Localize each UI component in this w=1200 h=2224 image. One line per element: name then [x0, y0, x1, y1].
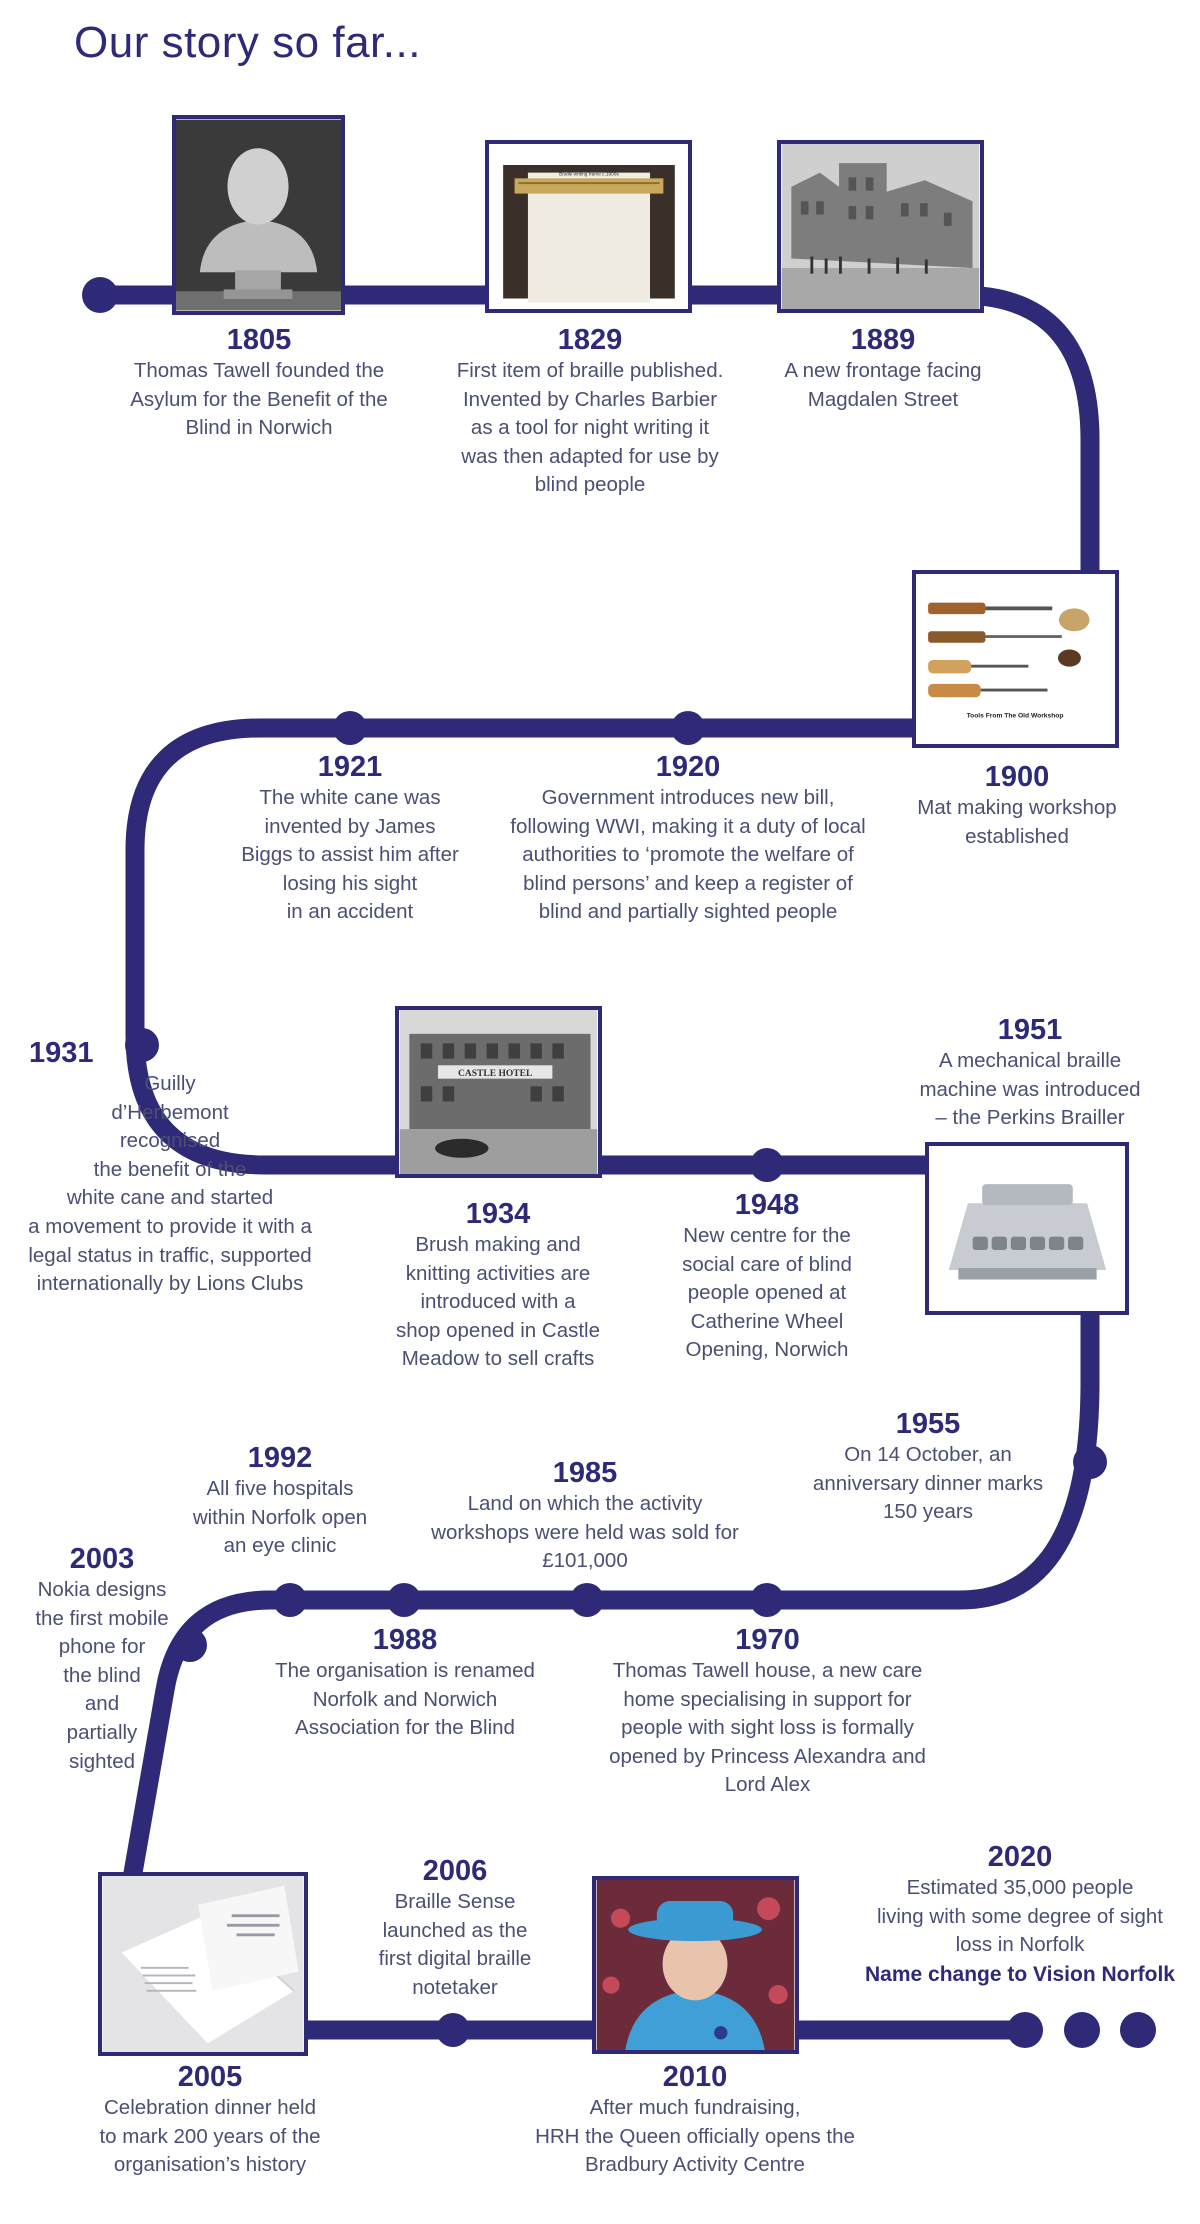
event-description: First item of braille published. Invented by Charles Barbier as a tool for night writing it was then adapted for use by blind people	[456, 359, 724, 497]
event-1921	[200, 750, 500, 927]
building-photo-icon	[781, 144, 980, 309]
photo-1829-braille-slate	[485, 140, 692, 313]
event-description: Thomas Tawell founded the Asylum for the Benefit of the Blind in Norwich	[130, 359, 388, 440]
event-year: 2006	[422, 1855, 488, 1887]
timeline-dot-1988	[387, 1583, 421, 1617]
photo-1934-castle-hotel	[395, 1006, 602, 1178]
event-1920	[488, 750, 888, 927]
event-year: 2003	[69, 1543, 135, 1575]
timeline-dot-1970	[750, 1583, 784, 1617]
event-description: Mat making workshop established	[917, 796, 1117, 848]
page-title: Our story so far...	[74, 18, 421, 67]
event-1955	[778, 1407, 1078, 1527]
timeline-dot-1955	[1073, 1445, 1107, 1479]
event-1988	[240, 1623, 570, 1743]
timeline-dot-1920	[671, 711, 705, 745]
event-2010	[500, 2060, 890, 2180]
event-description: A mechanical braille machine was introduced – the Perkins Brailler	[919, 1049, 1141, 1130]
event-description: Nokia designs the first mobile phone for the blind and partially sighted	[35, 1578, 169, 1773]
event-description: Thomas Tawell house, a new care home specialising in support for people with sight loss is formally opened by Princess Alexandra and Lord Alex	[609, 1659, 926, 1797]
event-year: 1951	[997, 1014, 1063, 1046]
event-year: 1900	[984, 761, 1050, 793]
event-1934	[348, 1197, 648, 1374]
event-year: 2005	[177, 2061, 243, 2093]
event-year: 1955	[895, 1408, 961, 1440]
tools-caption: Tools From The Old Workshop	[966, 712, 1064, 720]
event-1992	[160, 1441, 400, 1561]
name-change-note: Name change to Vision Norfolk	[864, 1963, 1175, 1986]
timeline-dot-1948	[750, 1148, 784, 1182]
event-1985	[405, 1456, 765, 1576]
timeline-dot-2020	[1007, 2012, 1043, 2048]
event-year: 1970	[735, 1624, 800, 1656]
event-1931	[0, 1036, 340, 1299]
braille-slate-icon	[489, 144, 688, 309]
event-description: On 14 October, an anniversary dinner marks 150 years	[812, 1443, 1044, 1524]
photo-1889-building	[777, 140, 984, 313]
timeline-dot-2006	[436, 2013, 470, 2047]
event-description: Brush making and knitting activities are introduced with a shop opened in Castle Meadow to sell crafts	[395, 1233, 600, 1371]
event-description: The white cane was invented by James Biggs to assist him after losing his sight in an accident	[241, 786, 459, 924]
photo-2005-programme	[98, 1872, 308, 2056]
event-year: 2020	[987, 1841, 1053, 1873]
event-year: 1985	[552, 1457, 618, 1489]
event-description: Government introduces new bill, following WWI, making it a duty of local authorities to ‘promote the welfare of blind persons’ and keep a register of blind and partially sighted people	[510, 786, 866, 924]
event-description: After much fundraising, HRH the Queen officially opens the Bradbury Activity Centre	[535, 2096, 855, 2177]
event-1948	[632, 1188, 902, 1365]
event-year: 1920	[655, 751, 721, 783]
slate-caption: Braille writing frame c.1900s	[559, 172, 619, 178]
event-1970	[585, 1623, 950, 1800]
event-2006	[335, 1854, 575, 2002]
hotel-sign: CASTLE HOTEL	[458, 1068, 533, 1079]
event-year: 1992	[247, 1442, 313, 1474]
event-year: 1934	[465, 1198, 531, 1230]
event-1900	[872, 760, 1162, 851]
photo-1805-bust	[172, 115, 345, 315]
event-year: 1988	[372, 1624, 438, 1656]
event-year: 1948	[734, 1189, 800, 1221]
event-2005	[65, 2060, 355, 2180]
event-year: 1931	[29, 1037, 94, 1069]
timeline-continue-dot-1	[1064, 2012, 1100, 2048]
event-1805	[109, 323, 409, 443]
event-1951	[880, 1013, 1180, 1133]
timeline-dot-1921	[333, 711, 367, 745]
event-description: New centre for the social care of blind people opened at Catherine Wheel Opening, Norwich	[682, 1224, 852, 1362]
workshop-tools-icon	[916, 574, 1115, 744]
street-photo-icon	[399, 1010, 598, 1174]
event-2003	[12, 1542, 192, 1776]
timeline-dot-1985	[570, 1583, 604, 1617]
photo-2010-queen	[592, 1876, 799, 2054]
timeline-continue-dot-2	[1120, 2012, 1156, 2048]
event-description: The organisation is renamed Norfolk and Norwich Association for the Blind	[275, 1659, 535, 1740]
dinner-programme-icon	[102, 1876, 304, 2052]
event-year: 1805	[226, 324, 292, 356]
perkins-brailler-icon	[929, 1146, 1125, 1311]
event-description: Guilly d’Herbemont recognised the benefit of the white cane and started a movement to provide it with a legal status in traffic, supported internationally by Lions Clubs	[28, 1072, 312, 1296]
event-1829	[430, 323, 750, 500]
event-year: 2010	[662, 2061, 728, 2093]
event-year: 1829	[557, 324, 623, 356]
event-description: Land on which the activity workshops were held was sold for £101,000	[431, 1492, 739, 1573]
event-description: Estimated 35,000 people living with some degree of sight loss in Norfolk	[876, 1876, 1163, 1957]
event-2020	[855, 1840, 1185, 1960]
event-description: Braille Sense launched as the first digital braille notetaker	[378, 1890, 532, 1999]
event-1889	[743, 323, 1023, 414]
event-description: All five hospitals within Norfolk open an eye clinic	[192, 1477, 368, 1558]
queen-portrait-icon	[596, 1880, 795, 2050]
event-year: 1889	[850, 324, 916, 356]
timeline-dot-1992	[273, 1583, 307, 1617]
event-description: A new frontage facing Magdalen Street	[784, 359, 982, 411]
timeline-start-dot	[82, 277, 118, 313]
event-year: 1921	[317, 751, 383, 783]
bust-sculpture-icon	[176, 119, 341, 311]
event-description: Celebration dinner held to mark 200 years of the organisation’s history	[99, 2096, 321, 2177]
photo-1951-brailler	[925, 1142, 1129, 1315]
photo-1900-tools	[912, 570, 1119, 748]
